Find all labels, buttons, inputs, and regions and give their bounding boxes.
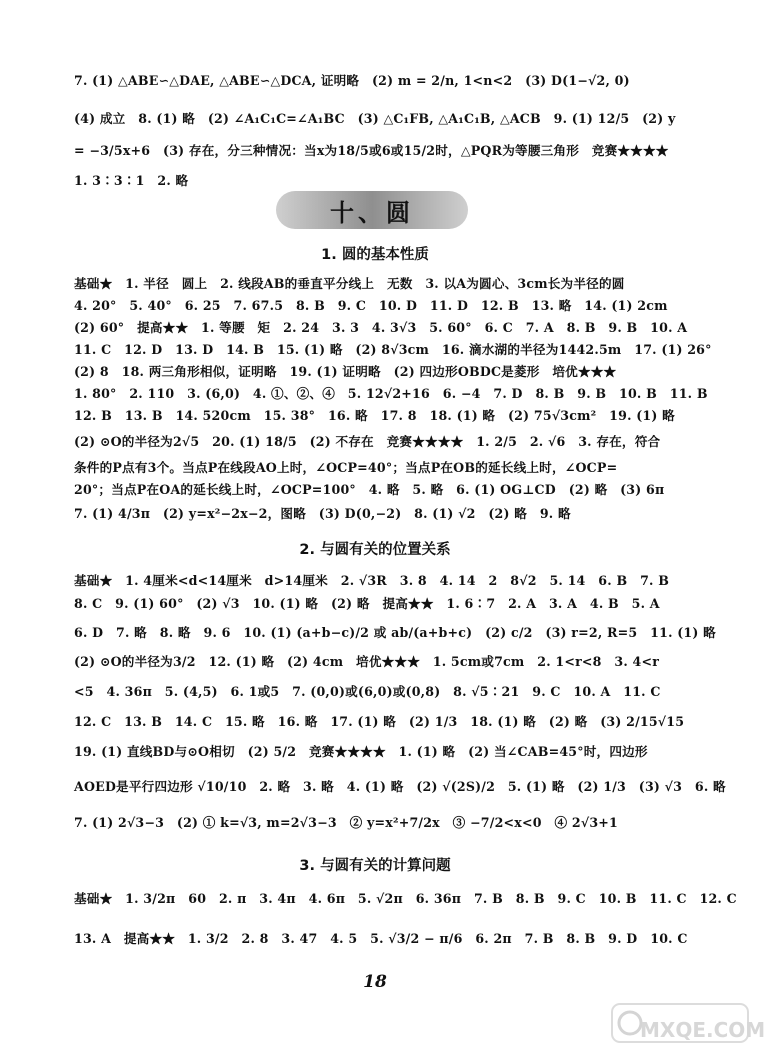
answer-line: (4) 成立 8. (1) 略 (2) ∠A₁C₁C=∠A₁BC (3) △C₁FB, △A₁C₁B, △ACB 9. (1) 12/5 (2) y	[74, 111, 676, 126]
section-title: 3. 与圆有关的计算问题	[299, 858, 451, 874]
answer-line: (2) ⊙O的半径为3/2 12. (1) 略 (2) 4cm 培优★★★ 1. 5cm或7cm 2. 1<r<8 3. 4<r	[74, 654, 660, 669]
answer-line: 13. A 提高★★ 1. 3/2 2. 8 3. 47 4. 5 5. √3/2 − π/6 6. 2π 7. B 8. B 9. D 10. C	[74, 931, 688, 946]
answer-line: 1. 80° 2. 110 3. (6,0) 4. ①、②、④ 5. 12√2+16 6. −4 7. D 8. B 9. B 10. B 11. B	[74, 386, 708, 401]
answer-line: 条件的P点有3个。当点P在线段AO上时，∠OCP=40°；当点P在OB的延长线上时，∠OCP=	[74, 460, 618, 475]
answer-line: 12. B 13. B 14. 520cm 15. 38° 16. 略 17. 8 18. (1) 略 (2) 75√3cm² 19. (1) 略	[74, 408, 675, 423]
page-number: 18	[363, 972, 387, 992]
answer-line: <5 4. 36π 5. (4,5) 6. 1或5 7. (0,0)或(6,0)或(0,8) 8. √5∶21 9. C 10. A 11. C	[74, 684, 661, 699]
chapter-banner	[276, 191, 468, 229]
section-title: 2. 与圆有关的位置关系	[299, 542, 451, 558]
answer-line: 7. (1) 4/3π (2) y=x²−2x−2，图略 (3) D(0,−2) 8. (1) √2 (2) 略 9. 略	[74, 506, 571, 521]
answer-line: 8. C 9. (1) 60° (2) √3 10. (1) 略 (2) 略 提高★★ 1. 6∶7 2. A 3. A 4. B 5. A	[74, 596, 660, 611]
answer-line: 7. (1) △ABE∽△DAE, △ABE∽△DCA, 证明略 (2) m = 2/n, 1<n<2 (3) D(1−√2, 0)	[74, 73, 630, 88]
answer-line: 基础★ 1. 4厘米<d<14厘米 d>14厘米 2. √3R 3. 8 4. 14 2 8√2 5. 14 6. B 7. B	[74, 573, 670, 588]
answer-line: AOED是平行四边形 √10/10 2. 略 3. 略 4. (1) 略 (2) √(2S)/2 5. (1) 略 (2) 1/3 (3) √3 6. 略	[74, 779, 726, 794]
answer-line: 基础★ 1. 3/2π 60 2. π 3. 4π 4. 6π 5. √2π 6. 36π 7. B 8. B 9. C 10. B 11. C 12. C	[74, 891, 737, 906]
answer-line: 19. (1) 直线BD与⊙O相切 (2) 5/2 竞赛★★★★ 1. (1) 略 (2) 当∠CAB=45°时，四边形	[74, 744, 648, 759]
answer-line: 6. D 7. 略 8. 略 9. 6 10. (1) (a+b−c)/2 或 ab/(a+b+c) (2) c/2 (3) r=2, R=5 11. (1) 略	[74, 625, 716, 640]
answer-line: 1. 3∶3∶1 2. 略	[74, 173, 189, 188]
answer-line: (2) 60° 提高★★ 1. 等腰 矩 2. 24 3. 3 4. 3√3 5. 60° 6. C 7. A 8. B 9. B 10. A	[74, 320, 688, 335]
answer-line: 20°；当点P在OA的延长线上时，∠OCP=100° 4. 略 5. 略 6. (1) OG⊥CD (2) 略 (3) 6π	[74, 482, 665, 497]
answer-line: = −3/5x+6 (3) 存在，分三种情况：当x为18/5或6或15/2时，△PQR为等腰三角形 竞赛★★★★	[74, 143, 669, 158]
answer-line: 12. C 13. B 14. C 15. 略 16. 略 17. (1) 略 (2) 1/3 18. (1) 略 (2) 略 (3) 2/15√15	[74, 714, 685, 729]
watermark-text: MXQE.COM	[640, 1018, 765, 1042]
answer-line: 4. 20° 5. 40° 6. 25 7. 67.5 8. B 9. C 10. D 11. D 12. B 13. 略 14. (1) 2cm	[74, 298, 668, 313]
answer-line: 11. C 12. D 13. D 14. B 15. (1) 略 (2) 8√3cm 16. 滴水湖的半径为1442.5m 17. (1) 26°	[74, 342, 712, 357]
answer-line: (2) ⊙O的半径为2√5 20. (1) 18/5 (2) 不存在 竞赛★★★★ 1. 2/5 2. √6 3. 存在，符合	[74, 434, 661, 449]
answer-line: 基础★ 1. 半径 圆上 2. 线段AB的垂直平分线上 无数 3. 以A为圆心、3cm长为半径的圆	[74, 276, 625, 291]
chapter-title: 十、圆	[330, 198, 414, 227]
answer-line: (2) 8 18. 两三角形相似，证明略 19. (1) 证明略 (2) 四边形OBDC是菱形 培优★★★	[74, 364, 617, 379]
section-title: 1. 圆的基本性质	[321, 247, 429, 263]
answer-line: 7. (1) 2√3−3 (2) ① k=√3, m=2√3−3 ② y=x²+7/2x ③ −7/2<x<0 ④ 2√3+1	[74, 815, 618, 830]
